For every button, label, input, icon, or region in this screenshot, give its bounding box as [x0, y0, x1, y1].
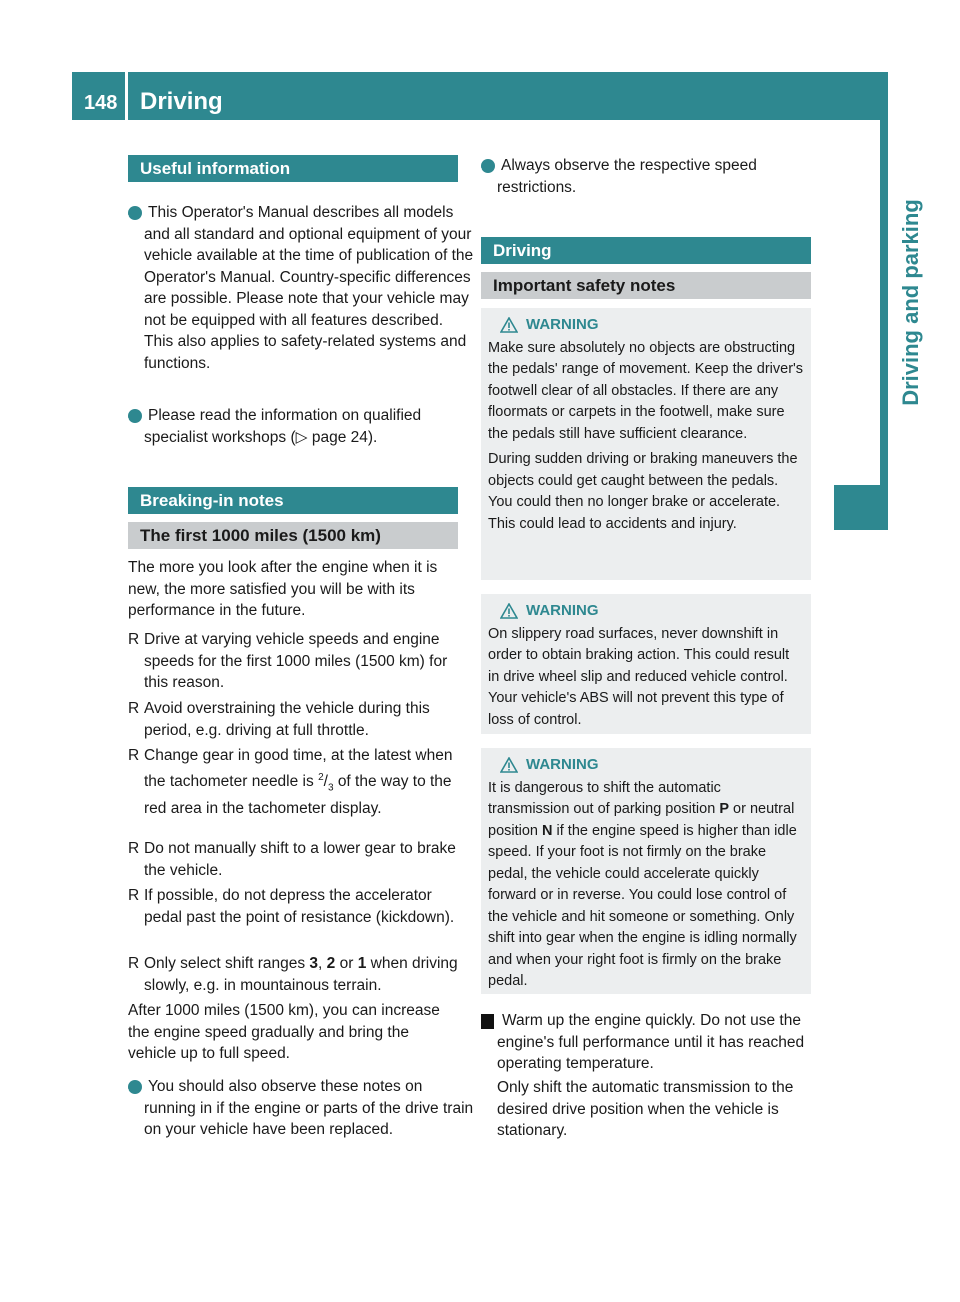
warning-text: On slippery road surfaces, never downshift in order to obtain braking action. This could result in drive wheel slip and reduced vehicle control. Your vehicle's ABS will not prevent this type of loss of control.: [488, 625, 790, 728]
info-icon: i: [128, 409, 142, 423]
warning-text: During sudden driving or braking maneuvers the objects could get caught between the pedals. You could then no longer brake or accelerate. This could lead to accidents and injury.: [488, 451, 798, 532]
list-item: R Drive at varying vehicle speeds and engine speeds for the first 1000 miles (1500 km) for this reason.: [128, 631, 448, 691]
info-note-replaced-parts: i You should also observe these notes on running in if the engine or parts of the drive train on your vehicle have been replaced.: [124, 1078, 474, 1138]
list-item: R Avoid overstraining the vehicle during this period, e.g. driving at full throttle.: [128, 700, 430, 739]
section-useful-information: Useful information: [128, 155, 458, 182]
after-breaking-in: After 1000 miles (1500 km), you can increase the engine speed gradually and bring the vehicle up to full speed.: [128, 1002, 440, 1062]
info-note-speed: i Always observe the respective speed restrictions.: [477, 157, 757, 196]
warning-heading: WARNING: [488, 314, 804, 336]
info-icon: i: [481, 159, 495, 173]
warning-text: Make sure absolutely no objects are obstructing the pedals' range of movement. Keep the driver's footwell clear of all obstacles. If there are any floormats or carpets in the footwell, make sure the pedals still have sufficient clearance.: [488, 339, 804, 442]
side-tab-bar: [880, 120, 888, 485]
side-tab-marker: [834, 485, 888, 530]
warning-triangle-icon: [500, 603, 518, 619]
bullet-marker-icon: R: [128, 700, 140, 717]
list-item: R Do not manually shift to a lower gear to brake the vehicle.: [128, 840, 456, 879]
bullet-marker-icon: R: [128, 955, 140, 972]
warning-text: It is dangerous to shift the automatic transmission out of parking position P or neutral position N if the engine speed is higher than idle speed. If your foot is not firmly on the brake pedal, the vehicle could accelerate quickly forward or in reverse. You could lose control of the vehicle and hit someone or something. Only shift into gear when the engine is idling normally and when your right foot is firmly on the brake pedal.: [488, 779, 797, 989]
side-tab-label: Driving and parking: [898, 199, 923, 406]
info-icon: i: [128, 1080, 142, 1094]
warning-heading: WARNING: [488, 600, 804, 622]
page-title: Driving: [140, 88, 223, 115]
caution-note: ! Warm up the engine quickly. Do not use the engine's full performance until it has reached operating temperature.: [477, 1012, 805, 1072]
warning-box-transmission: [481, 748, 811, 994]
warning-triangle-icon: [500, 317, 518, 333]
bullet-marker-icon: R: [128, 840, 140, 857]
caution-note-continued: Only shift the automatic transmission to the desired drive position when the vehicle is stationary.: [497, 1079, 794, 1139]
subsection-first-1000-miles: The first 1000 miles (1500 km): [128, 522, 458, 549]
warning-triangle-icon: [500, 757, 518, 773]
info-note-workshops: i Please read the information on qualified specialist workshops (▷ page 24).: [124, 407, 422, 446]
bullet-marker-icon: R: [128, 631, 140, 648]
breaking-in-intro: The more you look after the engine when it is new, the more satisfied you will be with its performance in the future.: [128, 559, 438, 619]
caution-icon: !: [481, 1014, 494, 1029]
info-icon: i: [128, 206, 142, 220]
fraction-denominator: 3: [327, 781, 334, 793]
bullet-marker-icon: R: [128, 887, 140, 904]
header-title-block: [128, 72, 888, 120]
list-item: R Change gear in good time, at the latest when the tachometer needle is $^2/_3$ of the way to the red area in the tachometer display.: [128, 747, 453, 818]
warning-box-downshift: [481, 594, 811, 734]
list-item: R If possible, do not depress the accelerator pedal past the point of resistance (kickdown).: [128, 887, 455, 926]
bullet-marker-icon: R: [128, 747, 140, 764]
subsection-important-safety-notes: Important safety notes: [481, 272, 811, 299]
warning-heading: WARNING: [488, 754, 804, 776]
page-number: 148: [84, 92, 118, 114]
fraction-numerator: 2: [318, 771, 324, 783]
section-breaking-in-notes: Breaking-in notes: [128, 487, 458, 514]
section-driving: Driving: [481, 237, 811, 264]
warning-box-pedals: [481, 308, 811, 580]
list-item: R Only select shift ranges 3, 2 or 1 when driving slowly, e.g. in mountainous terrain.: [128, 955, 458, 994]
info-note-manual: i This Operator's Manual describes all models and all standard and optional equipment of your vehicle available at the time of publication of the Operator's Manual. Country-specific differences are possible. Please note that your vehicle may not be equipped with all features described. This also applies to safety-related systems and functions.: [124, 204, 474, 372]
